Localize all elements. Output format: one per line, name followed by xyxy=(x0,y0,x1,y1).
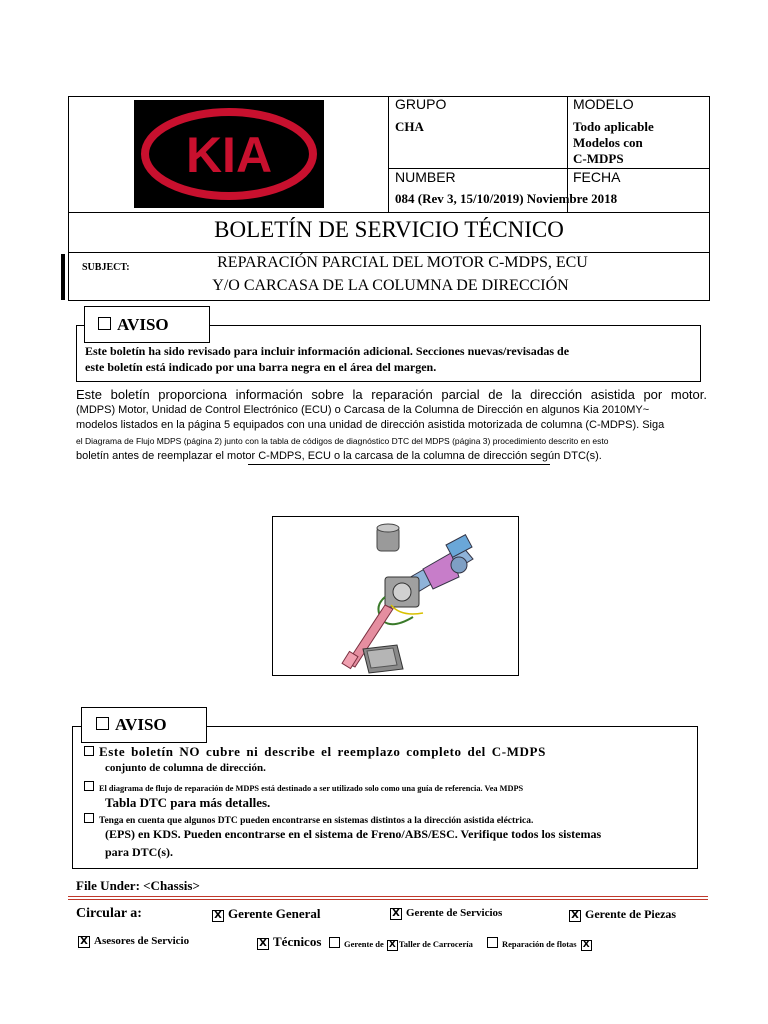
kia-logo xyxy=(134,100,324,208)
number-value xyxy=(395,191,617,207)
notice-1-line-2: este boletín está indicado por una barra negra en el área del margen. xyxy=(85,360,437,374)
circ-asesores xyxy=(78,935,189,948)
header-hdivider-3 xyxy=(68,252,710,253)
circ-gerente-general xyxy=(212,906,321,922)
checked-box-icon: X xyxy=(390,908,402,920)
red-rule-2 xyxy=(68,899,708,900)
empty-box-icon xyxy=(329,937,340,948)
file-under: File Under: <Chassis> xyxy=(76,878,200,893)
intro-line-4: el Diagrama de Flujo MDPS (página 2) junto con la tabla de códigos de diagnóstico DTC del MDPS (página 3) procedimiento descrito en esto xyxy=(76,436,609,446)
notice-2-icon xyxy=(96,717,109,730)
modelo-value-3: C-MDPS xyxy=(573,151,624,166)
bullet-box-icon xyxy=(84,781,94,791)
circ-gerente-general-label: Gerente General xyxy=(228,906,321,921)
notice-2-item-3-text: Tenga en cuenta que algunos DTC pueden encontrarse en sistemas distintos a la dirección asistida eléctrica. xyxy=(99,816,534,826)
grupo-label: GRUPO xyxy=(395,96,447,112)
circ-gerente-taller xyxy=(329,937,473,951)
page-title: BOLETÍN DE SERVICIO TÉCNICO xyxy=(214,217,564,242)
notice-2-item-3b: (EPS) en KDS. Pueden encontrarse en el sistema de Freno/ABS/ESC. Verifique todos los sistemas xyxy=(105,827,602,841)
notice-1-icon xyxy=(98,317,111,330)
notice-1-line-1: Este boletín ha sido revisado para incluir información adicional. Secciones nuevas/revisadas de xyxy=(85,344,570,358)
bullet-box-icon xyxy=(84,746,94,756)
empty-box-icon xyxy=(487,937,498,948)
checked-box-icon: X xyxy=(569,910,581,922)
circ-gerente-piezas xyxy=(569,907,676,922)
steering-column-figure xyxy=(272,516,519,676)
notice-2-item-3 xyxy=(84,813,533,826)
steering-column-illustration xyxy=(273,517,518,675)
fecha-label: FECHA xyxy=(573,169,621,185)
notice-2-title-text: AVISO xyxy=(115,715,167,734)
subject-line-1: REPARACIÓN PARCIAL DEL MOTOR C-MDPS, ECU xyxy=(217,254,588,271)
circulate-label: Circular a: xyxy=(76,906,142,921)
circ-gerente-piezas-label: Gerente de Piezas xyxy=(585,907,677,921)
checked-box-icon: X xyxy=(78,936,90,948)
grupo-value: CHA xyxy=(395,119,424,134)
number-label: NUMBER xyxy=(395,169,456,185)
circ-reparacion-flotas-label: Reparación de flotas xyxy=(502,939,577,949)
checked-box-icon: X xyxy=(257,938,269,950)
notice-2-item-1b: conjunto de columna de dirección. xyxy=(105,762,266,774)
circ-gerente-servicios xyxy=(390,907,502,920)
intro-line-3: modelos listados en la página 5 equipados con una unidad de dirección asistida motorizada de columna (C-MDPS). Siga xyxy=(76,419,665,431)
kia-logo-emblem xyxy=(134,100,324,208)
header-hdivider-2 xyxy=(68,212,710,213)
modelo-value-1: Todo aplicable xyxy=(573,119,654,134)
kia-logo-text: KIA xyxy=(185,127,273,183)
notice-1-title-text: AVISO xyxy=(117,315,169,334)
number-value-text: 084 (Rev 3, 15/10/2019) xyxy=(395,191,524,206)
notice-2-item-1 xyxy=(84,744,546,760)
circ-tecnicos xyxy=(257,934,321,950)
red-rule-1 xyxy=(68,896,708,897)
circ-asesores-label: Asesores de Servicio xyxy=(94,935,190,947)
intro-line-2: (MDPS) Motor, Unidad de Control Electrónico (ECU) o Carcasa de la Columna de Dirección en algunos Kia 2010MY~ xyxy=(76,404,650,416)
bullet-box-icon xyxy=(84,813,94,823)
modelo-label: MODELO xyxy=(573,96,634,112)
notice-2-item-2 xyxy=(84,781,523,793)
revision-bar xyxy=(61,254,65,300)
checked-box-icon: X xyxy=(387,940,398,951)
fecha-value-text: Noviembre 2018 xyxy=(526,191,618,206)
checked-box-icon: X xyxy=(581,940,592,951)
subject-line-2: Y/O CARCASA DE LA COLUMNA DE DIRECCIÓN xyxy=(212,277,569,294)
notice-2-item-3c: para DTC(s). xyxy=(105,845,173,859)
subject-label: SUBJECT: xyxy=(82,262,130,273)
intro-line-5: boletín antes de reemplazar el motor C-MDPS, ECU o la carcasa de la columna de dirección según DTC(s). xyxy=(76,450,602,462)
circ-gerente-taller-label-b: Taller de Carrocería xyxy=(398,939,473,949)
checked-box-icon: X xyxy=(212,910,224,922)
intro-revision-underline xyxy=(248,464,550,465)
circ-tecnicos-label: Técnicos xyxy=(273,934,322,949)
notice-2-item-1-text: Este boletín NO cubre ni describe el reemplazo completo del C-MDPS xyxy=(99,744,546,759)
circ-reparacion-flotas xyxy=(487,937,592,951)
notice-2-item-2b: Tabla DTC para más detalles. xyxy=(105,795,271,810)
notice-2-item-2-text: El diagrama de flujo de reparación de MDPS está destinado a ser utilizado solo como una guía de referencia. Vea MDPS xyxy=(99,784,524,793)
header-vdivider-1 xyxy=(388,96,389,212)
notice-1-title xyxy=(98,315,169,335)
circ-gerente-taller-label-a: Gerente de xyxy=(344,939,384,949)
notice-2-title xyxy=(96,715,167,735)
modelo-value-2: Modelos con xyxy=(573,135,643,150)
circ-gerente-servicios-label: Gerente de Servicios xyxy=(406,907,503,919)
intro-line-1: Este boletín proporciona información sobre la reparación parcial de la dirección asistida por motor. xyxy=(76,387,707,402)
